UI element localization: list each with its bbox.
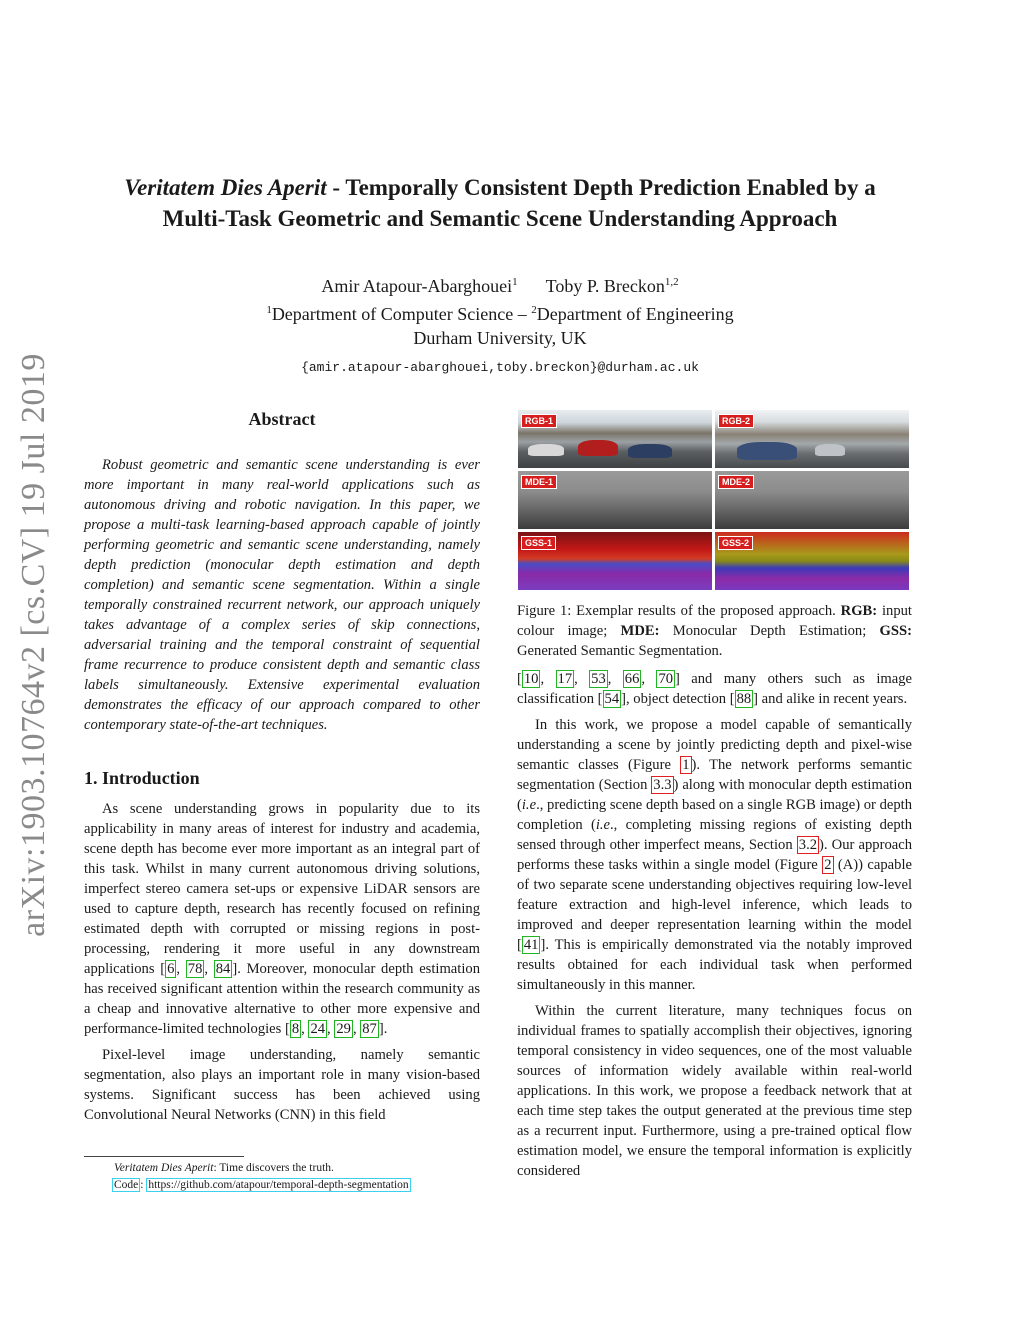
author-2-sup: 1,2 [664,276,679,288]
figure-ref-link[interactable]: 1 [682,757,690,773]
citation-link[interactable]: 88 [736,691,752,707]
citation-link[interactable]: 8 [291,1021,300,1037]
citation-link[interactable]: 84 [215,961,231,977]
citation-link[interactable]: 10 [523,671,539,687]
caption-rgb: RGB: [840,603,878,619]
citation-link[interactable]: 53 [591,671,606,687]
figure-caption [517,601,912,661]
right-column-body [517,669,912,1187]
abstract-heading: Abstract [248,409,316,429]
citation-link[interactable]: 78 [187,961,203,977]
affiliation-2: Department of Engineering [536,304,734,324]
intro-heading: 1. Introduction [84,768,200,788]
author-2: Toby P. Breckon [545,276,665,296]
title-line1: - Temporally Consistent Depth Prediction Enabled by a [326,175,876,200]
citation-link[interactable]: 17 [557,671,573,687]
intro-p1-c: ]. [378,1021,388,1037]
citation-link[interactable]: 41 [523,937,539,953]
car-shape [628,444,672,458]
affiliation-1: Department of Computer Science – [271,304,532,324]
gss-2-image [715,532,909,590]
intro-body [84,799,480,1131]
paper-title [60,172,940,234]
aff-sup-2: 2 [531,304,537,316]
author-1: Amir Atapour-Abarghouei [321,276,513,296]
caption-d: Generated Semantic Segmentation. [517,643,723,659]
right-p1-a: In this work, we propose a model capable of semantically understanding a scene by jointly predicting depth and pixel-wise semantic classes (Figure [517,717,912,773]
footnote-line-2: Code : https://github.com/atapour/temporal-depth-segmentation [114,1179,409,1191]
aff-sup-1: 1 [266,304,272,316]
university: Durham University, UK [413,328,587,348]
panel-label: RGB-1 [521,414,557,428]
panel-label: GSS-1 [521,536,556,550]
right-p1-c: ) along with monocular depth estimation ( [517,777,912,813]
code-link[interactable]: Code [114,1179,139,1191]
intro-paragraph-2: Pixel-level image understanding, namely semantic segmentation, also plays an important role in many vision-based systems. Significant success has been achieved using Convolutional Neural Networks (CNN) in this field [84,1047,480,1123]
title-italic: Veritatem Dies Aperit [124,175,327,200]
car-shape [528,444,564,456]
right-paragraph-2: Within the current literature, many techniques focus on individual frames to spatially accomplish their objectives, ignoring temporal consistency in video sequences, one of the most valuable sources of information widely available within real-world applications. In this work, we propose a feedback network that at each time step takes the output generated at the previous time step as a recurrent input. Furthermore, using a pre-trained optical flow estimation model, we ensure the temporal information is explicitly considered [517,1003,912,1179]
right-p1-b: ). The network performs semantic segmentation (Section [517,757,912,793]
right-p1-e: ., completing missing regions of existing depth sensed through other imperfect means, Section [517,817,912,853]
panel-label: GSS-2 [718,536,753,550]
section-ref-link[interactable]: 3.3 [653,777,672,793]
car-shape [737,442,797,460]
citation-link[interactable]: 66 [624,671,640,687]
intro-p1-a: As scene understanding grows in popularity due to its applicability in many areas of interest for industry and academia, scene depth has become ever more important as an integral part of this task. Whilst in many current autonomous driving solutions, imperfect stereo camera set-ups or expensive LiDAR sensors are used to capture depth, research has recently focused on refining estimated depth with corrupted or missing regions in post-processing, rendering it more useful in any downstream applications [ [84,801,480,977]
caption-gss: GSS: [879,623,912,639]
caption-b: input colour image; [517,603,912,639]
rgb-2-image [715,410,909,468]
caption-a: Figure 1: Exemplar results of the proposed approach. [517,603,841,619]
rgb-1-image [518,410,712,468]
citation-link[interactable]: 54 [604,691,620,707]
citation-link[interactable]: 70 [658,671,674,687]
panel-label: MDE-2 [718,475,754,489]
ie-italic: i.e [521,797,537,813]
footnote-text: : Time discovers the truth. [213,1162,334,1174]
intro-paragraph-1: As scene understanding grows in popularity due to its applicability in many areas of interest for industry and academia, scene depth has become ever more important as an integral part of this task. Whilst in many current autonomous driving solutions, imperfect stereo camera set-ups or expensive LiDAR sensors are used to capture depth, research has recently focused on refining estimated depth with corrupted or missing regions in post-processing, rendering it more useful in any downstream applications [ 6 , 78 , 84 ]. Moreover, monocular depth estimation has received significant attention within the research community as a cheap and innovative alternative to other more expensive and performance-limited technologies [ 8 , 24 , 29 , 87 ]. [84,801,480,1037]
right-p0-a: ] and many others such as image classification [ [517,671,912,707]
right-paragraph-1 [517,715,912,995]
car-shape [578,440,618,456]
footnote-italic: Veritatem Dies Aperit [114,1162,214,1174]
right-p1-d: ., predicting scene depth based on a single RGB image) or depth completion ( [517,797,912,833]
footnote [114,1160,484,1194]
citation-link[interactable]: 87 [362,1021,377,1037]
footnote-line-1 [114,1160,484,1177]
panel-label: MDE-1 [521,475,557,489]
right-p1-g: (A)) capable of two separate scene understanding objectives requiring low-level feature extraction and high-level inference, which leads to improved and deeper representation learning within the model [ [517,857,912,953]
mde-1-image [518,471,712,529]
citation-link[interactable]: 6 [167,961,175,977]
abstract-text: Robust geometric and semantic scene understanding is ever more important in many real-world applications such as autonomous driving and robotic navigation. In this paper, we propose a multi-task learning-based approach capable of jointly performing geometric and semantic scene understanding, namely depth prediction (monocular depth estimation and depth completion) and semantic scene segmentation. Within a single temporally constrained recurrent network, our approach uniquely takes advantage of a complex series of skip connections, adversarial training and the temporal constraint of sequential frame recurrence to produce consistent depth and semantic class labels simultaneously. Extensive experimental evaluation demonstrates the efficacy of our approach compared to other contemporary state-of-the-art techniques. [84,457,480,733]
citation-link[interactable]: 29 [336,1021,351,1037]
footnote-rule [84,1156,244,1157]
gss-1-image [518,532,712,590]
car-shape [815,444,845,456]
caption-mde: MDE: [620,623,660,639]
author-1-sup: 1 [512,276,518,288]
arxiv-stamp [12,340,56,950]
figure-ref-link[interactable]: 2 [824,857,832,873]
mde-2-image [715,471,909,529]
right-p1-f: ). Our approach performs these tasks within a single model (Figure [517,837,913,873]
right-paragraph-0: [ 10 , 17 , 53 , 66 , 70 ] and many others such as image classification [ 54 ], object detection [ 88 ] and alike in recent years. [517,671,912,707]
figure-1 [518,410,912,590]
section-ref-link[interactable]: 3.2 [798,837,818,853]
affiliations [100,298,900,326]
right-p1-h: ]. This is empirically demonstrated via the notably improved results obtained for each individual task when performed simultaneously in this manner. [517,937,912,993]
caption-c: Monocular Depth Estimation; [659,623,880,639]
citation-link[interactable]: 24 [310,1021,326,1037]
author-block [100,270,900,380]
title-line2: Multi-Task Geometric and Semantic Scene Understanding Approach [162,206,838,231]
right-p0-b: ], object detection [ [621,691,735,707]
ie-italic: i.e [595,817,611,833]
author-email[interactable]: {amir.atapour-abarghouei,toby.breckon}@durham.ac.uk [301,360,699,375]
panel-label: RGB-2 [718,414,754,428]
intro-p1-b: ]. Moreover, monocular depth estimation has received significant attention within the research community as a cheap and innovative alternative to other more expensive and performance-limited technologies [ [84,961,480,1037]
right-p0-c: ] and alike in recent years. [753,691,908,707]
author-names [100,270,900,298]
arxiv-id: arXiv:1903.10764v2 [cs.CV] 19 Jul 2019 [15,353,52,937]
repo-url-link[interactable]: https://github.com/atapour/temporal-depth-segmentation [148,1179,409,1191]
